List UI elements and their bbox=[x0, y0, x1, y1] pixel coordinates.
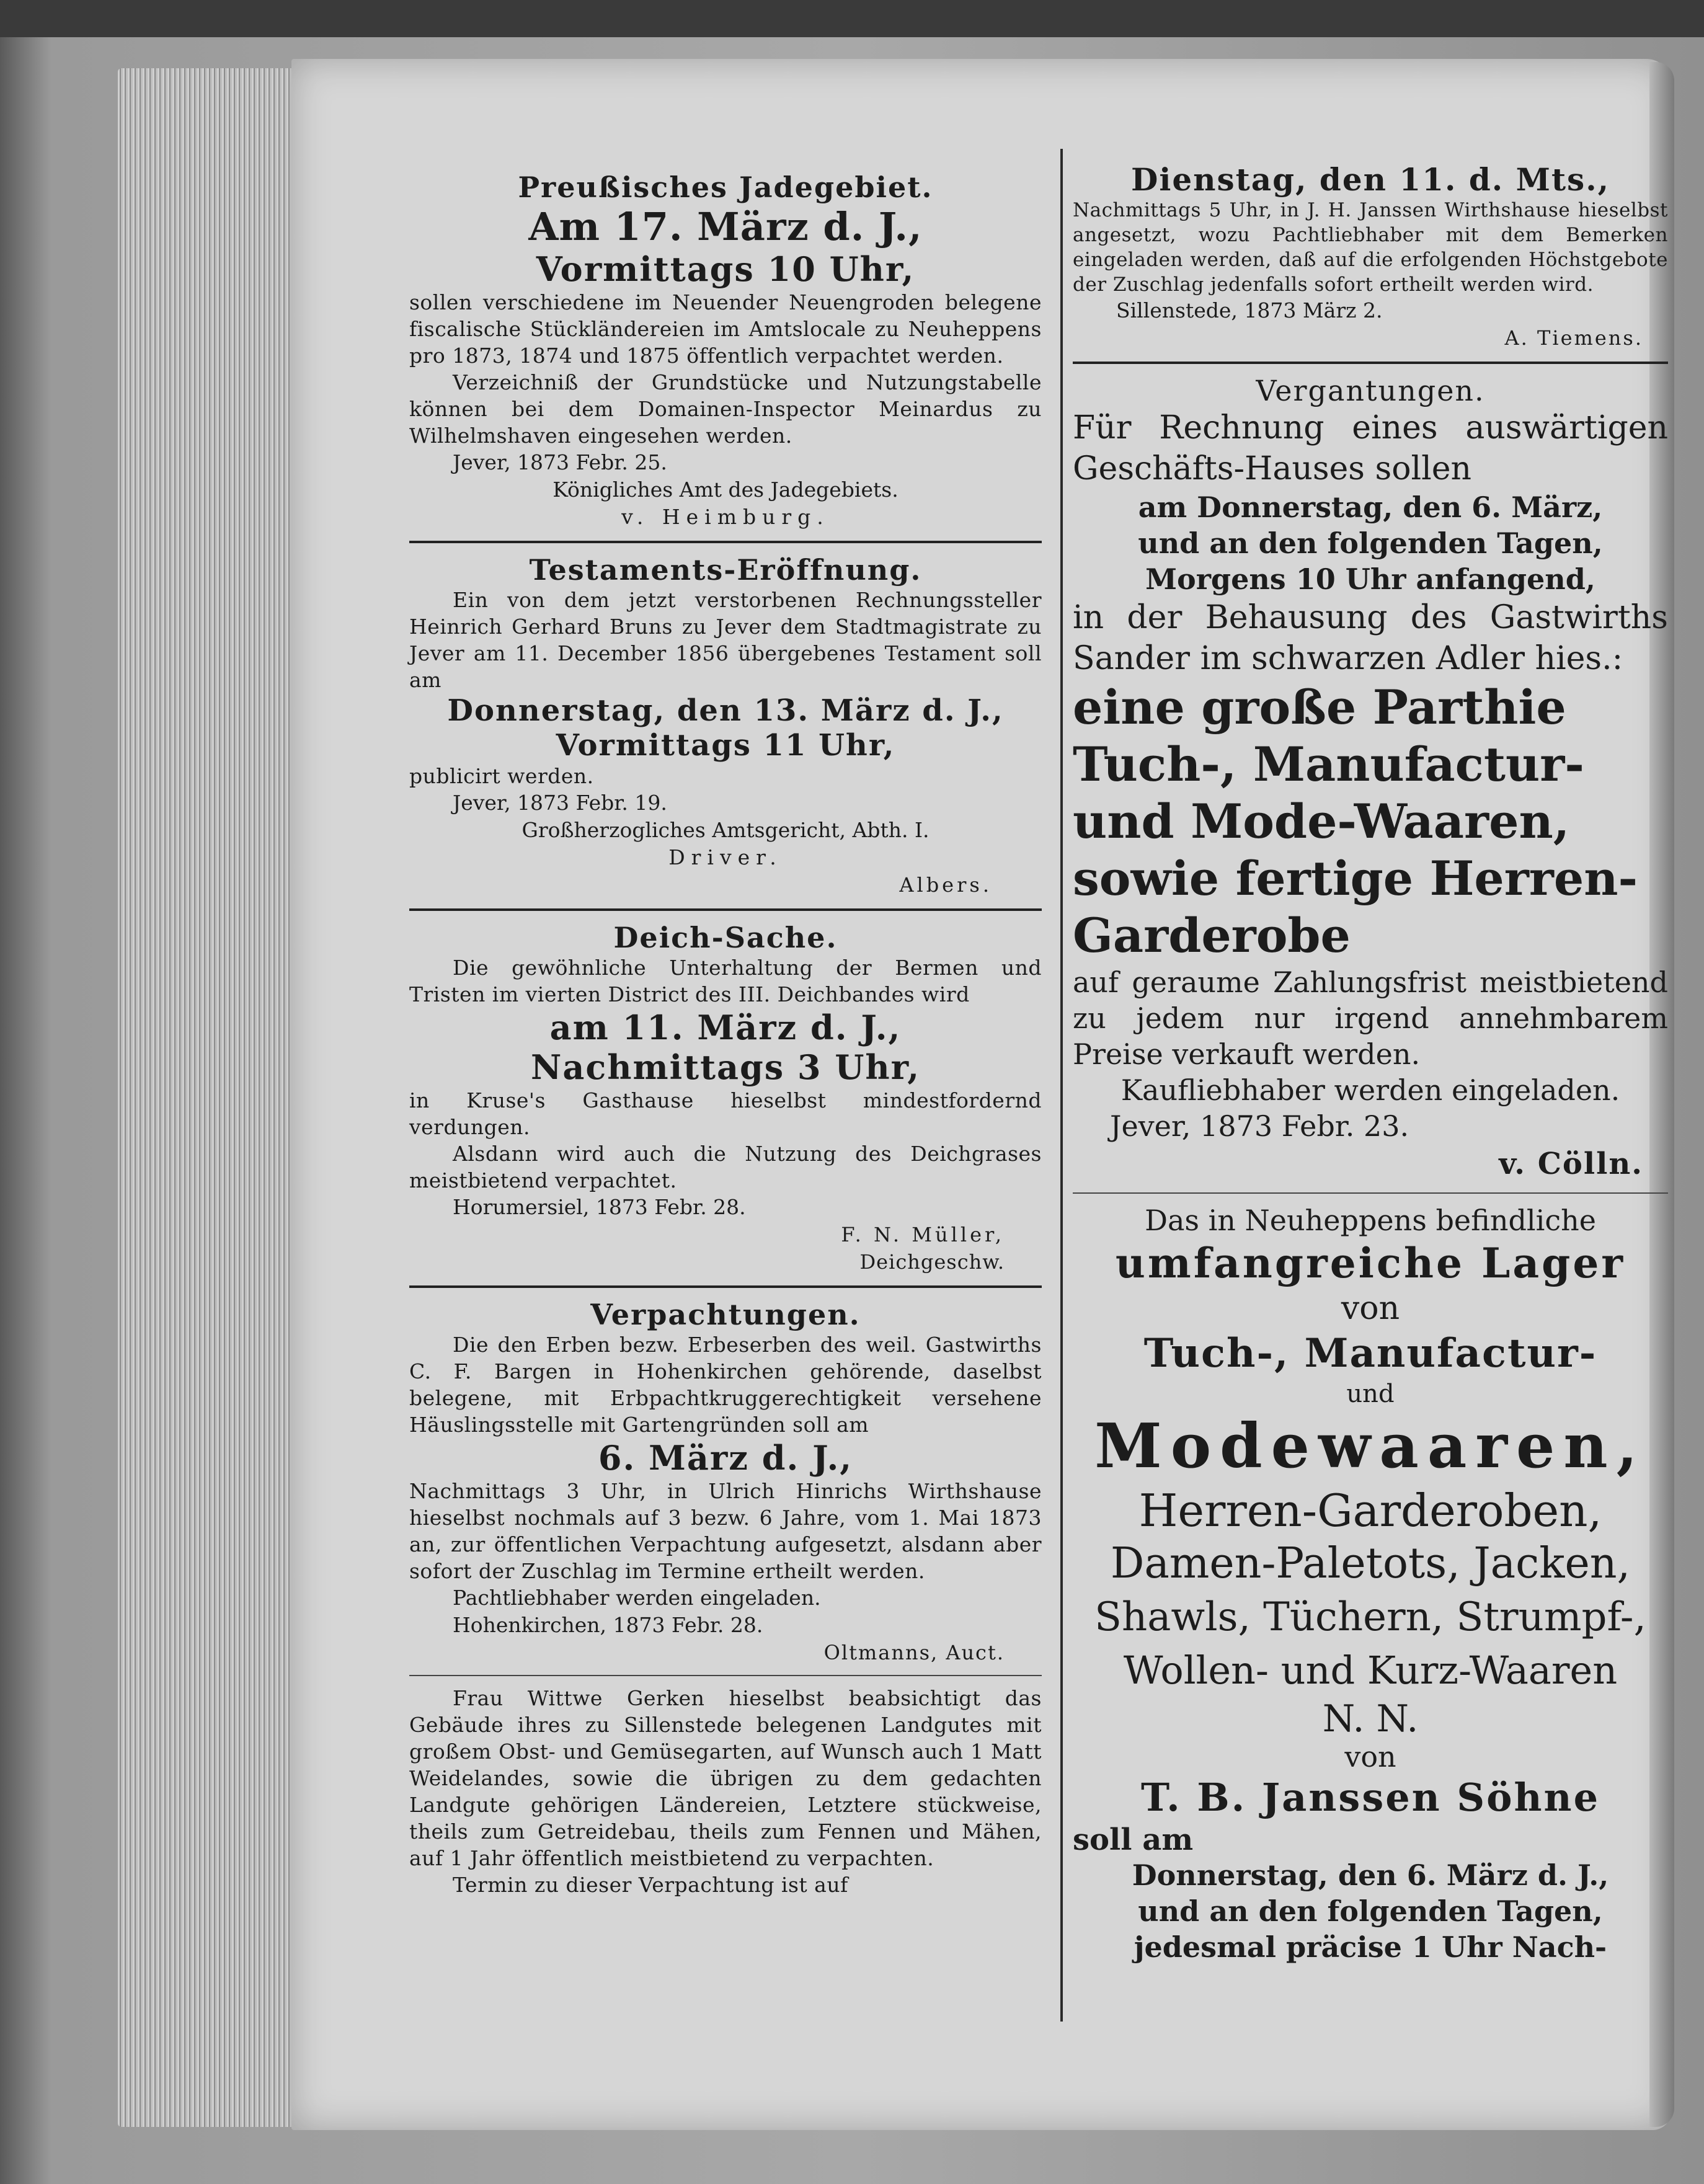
ad-authority: Großherzogliches Amtsgericht, Abth. I. bbox=[521, 818, 930, 842]
ad-body: Für Rechnung eines auswärtigen Geschäfts-Hauses sollen bbox=[1073, 409, 1668, 487]
ad-connector: von bbox=[1344, 1740, 1396, 1773]
ad-lager bbox=[1073, 1202, 1668, 1965]
ad-goods: Shawls, Tüchern, Strumpf-, bbox=[1094, 1594, 1646, 1640]
ad-authority: Königliches Amt des Jadegebiets. bbox=[552, 477, 899, 502]
ad-heading: Deich-Sache. bbox=[613, 921, 838, 954]
ad-jadegebiet bbox=[409, 171, 1042, 531]
section-rule bbox=[409, 1285, 1042, 1288]
ad-heading: Verpachtungen. bbox=[590, 1298, 861, 1331]
ad-date: am Donnerstag, den 6. März, bbox=[1138, 491, 1603, 524]
ad-time: Vormittags 11 Uhr, bbox=[556, 728, 895, 763]
ad-place-date: Jever, 1873 Febr. 25. bbox=[453, 450, 667, 474]
section-rule bbox=[409, 1675, 1042, 1676]
ad-body: Frau Wittwe Gerken hieselbst beabsichtigt das Gebäude ihres zu Sillenstede belegenen Landgutes mit großem Obst- und Gemüsegarten, auf Wunsch auch 1 Matt Weidelandes, sowie die übrigen zu dem gedachten Landgute gehörigen Ländereien, Letztere stückweise, theils zum Getreidebau, theils zum Fennen und Mähen, auf 1 Jahr öffentlich meistbietend zu verpachten. bbox=[409, 1686, 1042, 1870]
ad-verpachtungen bbox=[409, 1298, 1042, 1666]
ad-place-date: Jever, 1873 Febr. 19. bbox=[453, 791, 667, 815]
ad-signature: Albers. bbox=[899, 873, 992, 897]
ad-body: in der Behausung des Gastwirths Sander im schwarzen Adler hies.: bbox=[1073, 599, 1668, 677]
ad-body: Termin zu dieser Verpachtung ist auf bbox=[453, 1873, 848, 1897]
ad-place-date: Horumersiel, 1873 Febr. 28. bbox=[453, 1195, 746, 1219]
ad-connector: und bbox=[1346, 1380, 1395, 1408]
ad-date: und an den folgenden Tagen, bbox=[1138, 526, 1603, 560]
ad-goods: Damen-Paletots, Jacken, bbox=[1110, 1539, 1631, 1588]
ad-testament bbox=[409, 553, 1042, 899]
ad-deich-sache bbox=[409, 921, 1042, 1276]
ad-signature: v. Cölln. bbox=[1499, 1147, 1643, 1181]
section-rule bbox=[409, 541, 1042, 543]
ad-signature: Oltmanns, Auct. bbox=[823, 1641, 1005, 1664]
ad-place-date: Sillenstede, 1873 März 2. bbox=[1116, 298, 1383, 322]
left-column bbox=[409, 171, 1042, 1898]
ad-time: Morgens 10 Uhr anfangend, bbox=[1145, 562, 1595, 596]
ad-signature: F. N. Müller, bbox=[841, 1223, 1005, 1246]
ad-body: Ein von dem jetzt verstorbenen Rechnungssteller Heinrich Gerhard Bruns zu Jever dem Stadtmagistrate zu Jever am 11. December 1856 übergebenes Testament soll am bbox=[409, 588, 1042, 692]
section-rule bbox=[1073, 1192, 1668, 1194]
ad-signature-role: Deichgeschw. bbox=[859, 1250, 1005, 1274]
ad-date: am 11. März d. J., bbox=[549, 1008, 902, 1047]
ad-date: 6. März d. J., bbox=[598, 1438, 853, 1478]
ad-body: in Kruse's Gasthause hieselbst mindestfordernd verdungen. bbox=[409, 1088, 1042, 1139]
ad-body: Nachmittags 3 Uhr, in Ulrich Hinrichs Wirthshause hieselbst nochmals auf 3 bezw. 6 Jahre, vom 1. Mai 1873 an, zur öffentlichen Verpachtung aufgesetzt, alsdann aber sofort der Zuschlag im Termine ertheilt werden. bbox=[409, 1479, 1042, 1583]
ad-body: Das in Neuheppens befindliche bbox=[1145, 1204, 1596, 1237]
ad-body: Alsdann wird auch die Nutzung des Deichgrases meistbietend verpachtet. bbox=[409, 1142, 1042, 1192]
ad-goods: Modewaaren, bbox=[1094, 1411, 1646, 1482]
ad-date: Dienstag, den 11. d. Mts., bbox=[1130, 161, 1610, 198]
ad-body: Die gewöhnliche Unterhaltung der Bermen und Tristen im vierten District des III. Deichbandes wird bbox=[409, 956, 1042, 1006]
ad-connector: von bbox=[1341, 1290, 1400, 1327]
ad-body: Verzeichniß der Grundstücke und Nutzungstabelle können bei dem Domainen-Inspector Meinardus zu Wilhelmshaven eingesehen werden. bbox=[409, 370, 1042, 448]
section-rule bbox=[409, 908, 1042, 911]
ad-time: Nachmittags 3 Uhr, bbox=[530, 1047, 921, 1087]
ad-date: Donnerstag, den 6. März d. J., bbox=[1132, 1858, 1609, 1892]
ad-signature: A. Tiemens. bbox=[1504, 326, 1643, 350]
ad-goods: eine große Parthie Tuch-, Manufactur- und Mode-Waaren, sowie fertige Herren-Garderobe bbox=[1073, 680, 1638, 963]
ad-date: Am 17. März d. J., bbox=[528, 204, 923, 249]
ad-signature: v. Heimburg. bbox=[621, 505, 830, 529]
ad-body: Nachmittags 5 Uhr, in J. H. Janssen Wirthshause hieselbst angesetzt, wozu Pachtliebhaber mit dem Bemerken eingeladen werden, daß auf die erfolgenden Höchstgebote der Zuschlag jedenfalls sofort ertheilt werden wird. bbox=[1073, 199, 1668, 296]
ad-goods: Herren-Garderoben, bbox=[1138, 1485, 1602, 1537]
ad-date: und an den folgenden Tagen, bbox=[1138, 1894, 1603, 1928]
ad-body: sollen verschiedene im Neuender Neuengroden belegene fiscalische Stückländereien im Amtslocale zu Neuheppens pro 1873, 1874 und 1875 öffentlich verpachtet werden. bbox=[409, 290, 1042, 368]
ad-goods: N. N. bbox=[1322, 1697, 1419, 1741]
ad-gerken bbox=[409, 1685, 1042, 1898]
ad-vergantungen bbox=[1073, 374, 1668, 1184]
ad-body: auf geraume Zahlungsfrist meistbietend zu jedem nur irgend annehmbarem Preise verkauft werden. bbox=[1073, 965, 1668, 1071]
book-page-edges bbox=[118, 68, 304, 2127]
ad-heading: Preußisches Jadegebiet. bbox=[518, 171, 933, 204]
ad-place-date: Jever, 1873 Febr. 23. bbox=[1110, 1109, 1409, 1143]
ad-date: Donnerstag, den 13. März d. J., bbox=[447, 693, 1004, 728]
section-rule bbox=[1073, 362, 1668, 364]
ad-place-date: Hohenkirchen, 1873 Febr. 28. bbox=[453, 1613, 763, 1637]
right-column bbox=[1073, 161, 1668, 1965]
ad-goods: Tuch-, Manufactur- bbox=[1143, 1330, 1597, 1377]
ad-sillenstede bbox=[1073, 161, 1668, 352]
ad-body: Pachtliebhaber werden eingeladen. bbox=[453, 1586, 821, 1610]
ad-goods: umfangreiche Lager bbox=[1115, 1239, 1626, 1287]
ad-heading: Vergantungen. bbox=[1256, 374, 1485, 407]
ad-heading: Testaments-Eröffnung. bbox=[529, 553, 922, 587]
ad-body: publicirt werden. bbox=[409, 764, 594, 788]
ad-goods: Wollen- und Kurz-Waaren bbox=[1123, 1648, 1618, 1693]
column-divider bbox=[1060, 149, 1063, 2022]
ad-body: soll am bbox=[1073, 1822, 1194, 1857]
ad-time: Vormittags 10 Uhr, bbox=[536, 249, 915, 289]
ad-merchant: T. B. Janssen Söhne bbox=[1140, 1775, 1600, 1820]
ad-time: jedesmal präcise 1 Uhr Nach- bbox=[1134, 1930, 1607, 1964]
ad-signature: Driver. bbox=[668, 845, 783, 869]
ad-body: Kaufliebhaber werden eingeladen. bbox=[1120, 1073, 1620, 1107]
ad-body: Die den Erben bezw. Erbeserben des weil. Gastwirths C. F. Bargen in Hohenkirchen gehörende, daselbst belegene, mit Erbpachtkruggerechtigkeit versehene Häuslingsstelle mit Gartengründen soll am bbox=[409, 1333, 1042, 1437]
